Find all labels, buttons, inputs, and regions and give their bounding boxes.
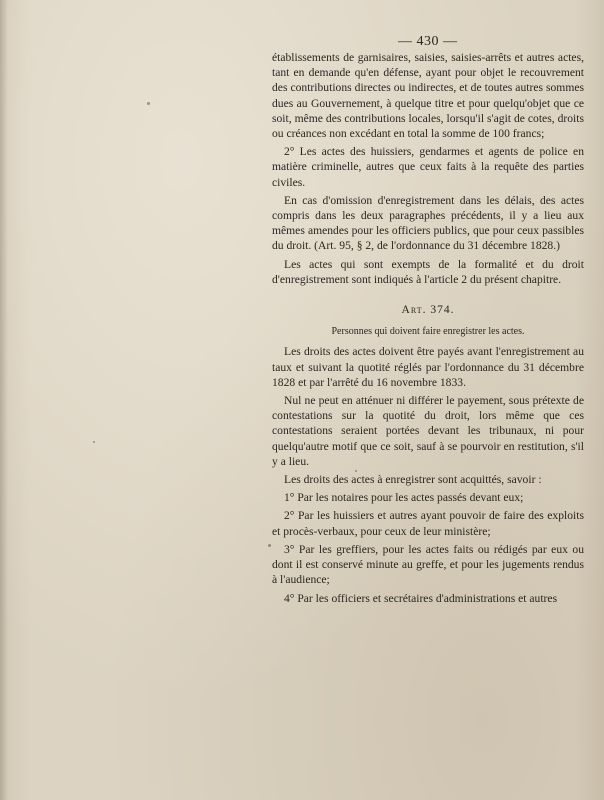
list-item: 1° Par les notaires pour les actes passés devant eux;	[284, 491, 524, 505]
body-text	[272, 50, 584, 609]
paragraph: Les actes qui sont exempts de la formalité et du droit d'enregistrement sont indiqués à l'article 2 du présent chapitre.	[272, 257, 584, 286]
list-item: 2° Par les huissiers et autres ayant pouvoir de faire des exploits et procès-verbaux, pour ceux de leur ministère;	[272, 509, 584, 538]
article-heading: Art. 374.	[401, 304, 455, 317]
list-item: 3° Par les greffiers, pour les actes faits ou rédigés par eux ou dont il est conservé minute au greffe, et pour les jugements rendus à l'audience;	[272, 542, 584, 587]
paragraph: Les droits des actes doivent être payés avant l'enregistrement au taux et suivant la quotité réglés par l'ordonnance du 31 décembre 1828 et par l'arrêté du 16 novembre 1833.	[272, 345, 584, 389]
paragraph: établissements de garnisaires, saisies, saisies-arrêts et autres actes, tant en demande qu'en défense, ayant pour objet le recouvrement des contributions directes ou indirectes, et de toutes autres sommes dues au Gouvernement, à quelque titre et pour quelqu'objet que ce soit, même des contributions locales, lorsqu'il s'agit de cotes, droits ou créances non excédant en total la somme de 100 francs;	[272, 51, 584, 141]
page-fold-shadow	[0, 0, 8, 800]
paragraph: Nul ne peut en atténuer ni différer le payement, sous prétexte de contestations sur la quotité du droit, lors même que ces contestations seraient portées devant les tribunaux, ni pour quelqu'autre motif que ce soit, sauf à se pourvoir en restitution, s'il y a lieu.	[272, 394, 584, 468]
list-item: 4° Par les officiers et secrétaires d'administrations et autres	[284, 591, 558, 605]
paragraph: Les droits des actes à enregistrer sont acquittés, savoir :	[284, 473, 542, 487]
page-number: — 430 —	[398, 34, 458, 49]
paper-speck	[147, 102, 150, 105]
article-subtitle: Personnes qui doivent faire enregistrer les actes.	[331, 326, 525, 338]
paper-speck	[268, 544, 271, 547]
paper-speck	[93, 441, 95, 443]
paragraph: 2° Les actes des huissiers, gendarmes et agents de police en matière criminelle, autres que ceux faits à la requête des parties civiles.	[272, 145, 584, 189]
paragraph: En cas d'omission d'enregistrement dans les délais, des actes compris dans les deux paragraphes précédents, il y a lieu aux mêmes amendes pour les officiers publics, que pour ceux passibles du droit. (Art. 95, § 2, de l'ordonnance du 31 décembre 1828.)	[272, 193, 584, 253]
